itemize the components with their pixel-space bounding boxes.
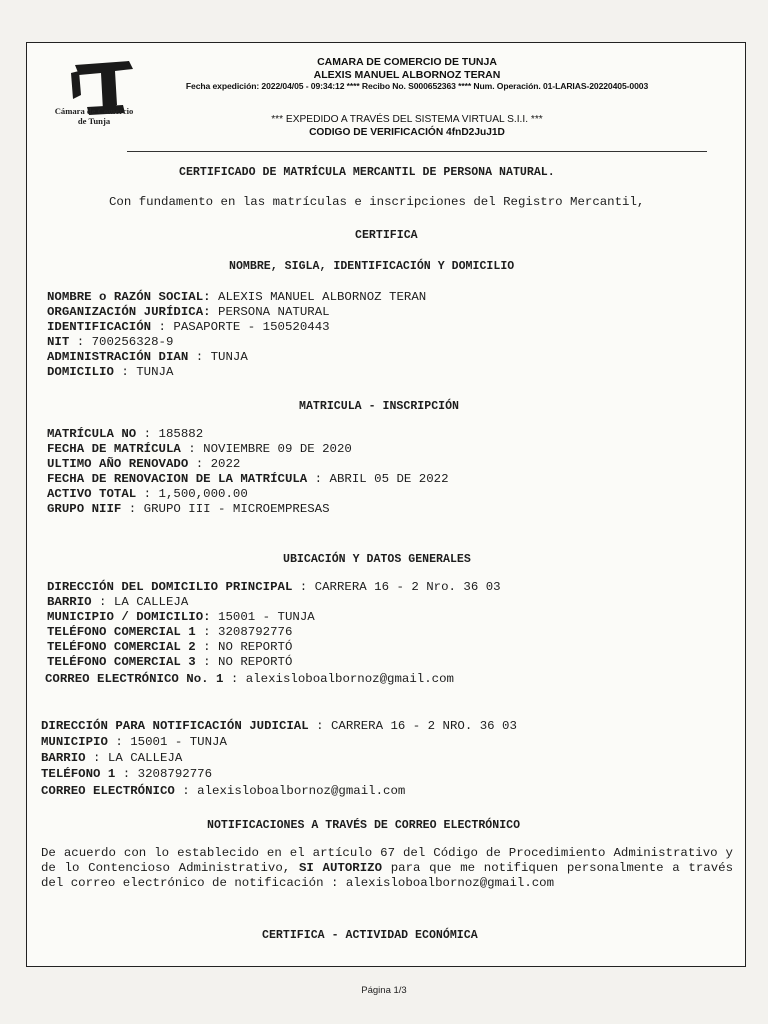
- notificacion-row: [41, 784, 405, 798]
- identity-row: [47, 290, 426, 304]
- certifica-heading: CERTIFICA: [355, 229, 418, 242]
- field-label: ADMINISTRACIÓN DIAN: [47, 350, 189, 364]
- field-label: FECHA DE MATRÍCULA: [47, 442, 181, 456]
- identity-row: [47, 320, 330, 334]
- field-label: DIRECCIÓN DEL DOMICILIO PRINCIPAL: [47, 580, 293, 594]
- field-value: : LA CALLEJA: [85, 751, 183, 765]
- field-label: FECHA DE RENOVACION DE LA MATRÍCULA: [47, 472, 308, 486]
- field-value: : 700256328-9: [69, 335, 174, 349]
- ubicacion-row: [47, 580, 501, 594]
- field-value: : TUNJA: [188, 350, 248, 364]
- matricula-row: [47, 472, 449, 486]
- page-number: Página 1/3: [361, 985, 407, 996]
- field-value: : alexisloboalbornoz@gmail.com: [223, 672, 454, 686]
- field-label: BARRIO: [41, 751, 86, 765]
- field-value: : 185882: [136, 427, 204, 441]
- notificacion-row: [41, 751, 182, 765]
- section-notificaciones-heading: NOTIFICACIONES A TRAVÉS DE CORREO ELECTRÓNICO: [207, 819, 521, 832]
- section-matricula-heading: MATRICULA - INSCRIPCIÓN: [299, 400, 460, 413]
- matricula-row: [47, 502, 330, 516]
- notificacion-row: [41, 767, 212, 781]
- field-value: : NO REPORTÓ: [195, 655, 293, 669]
- field-label: ACTIVO TOTAL: [47, 487, 137, 501]
- field-value: : 2022: [188, 457, 241, 471]
- field-value: : GRUPO III - MICROEMPRESAS: [121, 502, 330, 516]
- field-value: : 3208792776: [195, 625, 293, 639]
- field-value: : alexisloboalbornoz@gmail.com: [174, 784, 406, 798]
- field-value: : CARRERA 16 - 2 NRO. 36 03: [308, 719, 517, 733]
- field-value: : 3208792776: [115, 767, 213, 781]
- header-divider: [127, 151, 707, 152]
- system-line: *** EXPEDIDO A TRAVÉS DEL SISTEMA VIRTUAL S.I.I. ***: [271, 114, 543, 125]
- matricula-row: [47, 487, 248, 501]
- identity-row: [47, 365, 173, 379]
- identity-row: [47, 335, 173, 349]
- matricula-row: [47, 457, 240, 471]
- field-value: : LA CALLEJA: [91, 595, 189, 609]
- section-ubicacion-heading: UBICACIÓN Y DATOS GENERALES: [283, 553, 471, 566]
- field-label: TELÉFONO 1: [41, 767, 116, 781]
- notificacion-row: [41, 735, 227, 749]
- field-label: TELÉFONO COMERCIAL 1: [47, 625, 196, 639]
- matricula-row: [47, 442, 352, 456]
- field-label: TELÉFONO COMERCIAL 3: [47, 655, 196, 669]
- ubicacion-row: [47, 625, 292, 639]
- identity-row: [47, 305, 330, 319]
- logo-caption-line-2: de Tunja: [77, 116, 111, 126]
- field-value: : TUNJA: [113, 365, 174, 379]
- intro-text: Con fundamento en las matrículas e inscripciones del Registro Mercantil,: [109, 195, 645, 209]
- field-value: : CARRERA 16 - 2 Nro. 36 03: [292, 580, 501, 594]
- field-value: : 1,500,000.00: [136, 487, 248, 501]
- field-label: DIRECCIÓN PARA NOTIFICACIÓN JUDICIAL: [41, 719, 309, 733]
- paragraph-text: De acuerdo con lo establecido en el artículo 67 del Código de Procedimiento Administrativo y de lo Contencioso Administrativo,: [41, 846, 733, 875]
- field-label: GRUPO NIIF: [47, 502, 122, 516]
- verification-code: CODIGO DE VERIFICACIÓN 4fnD2JuJ1D: [309, 127, 505, 138]
- ubicacion-row: [47, 655, 292, 669]
- field-value: 15001 - TUNJA: [210, 610, 315, 624]
- matricula-row: [47, 427, 203, 441]
- ubicacion-row: [47, 640, 292, 654]
- field-label: ORGANIZACIÓN JURÍDICA:: [47, 305, 211, 319]
- section-identity-heading: NOMBRE, SIGLA, IDENTIFICACIÓN Y DOMICILIO: [229, 260, 515, 273]
- field-value: : NOVIEMBRE 09 DE 2020: [180, 442, 352, 456]
- field-label: MUNICIPIO / DOMICILIO:: [47, 610, 211, 624]
- certificate-title: CERTIFICADO DE MATRÍCULA MERCANTIL DE PERSONA NATURAL.: [179, 166, 555, 179]
- field-label: DOMICILIO: [47, 365, 114, 379]
- field-label: ULTIMO AÑO RENOVADO: [47, 457, 189, 471]
- field-label: BARRIO: [47, 595, 92, 609]
- field-label: NOMBRE o RAZÓN SOCIAL:: [47, 290, 211, 304]
- logo-caption-line-1: Cámara de Comercio: [54, 106, 134, 116]
- field-value: : PASAPORTE - 150520443: [151, 320, 330, 334]
- field-label: CORREO ELECTRÓNICO: [41, 784, 175, 798]
- field-value: PERSONA NATURAL: [210, 305, 330, 319]
- field-label: CORREO ELECTRÓNICO No. 1: [45, 672, 224, 686]
- field-label: MATRÍCULA NO: [47, 427, 137, 441]
- ubicacion-row: [47, 595, 188, 609]
- field-value: : NO REPORTÓ: [195, 640, 293, 654]
- ubicacion-row: [47, 610, 315, 624]
- ubicacion-row: [45, 672, 454, 686]
- field-value: ALEXIS MANUEL ALBORNOZ TERAN: [210, 290, 427, 304]
- notificacion-row: [41, 719, 517, 733]
- field-label: MUNICIPIO: [41, 735, 108, 749]
- field-label: NIT: [47, 335, 70, 349]
- field-label: IDENTIFICACIÓN: [47, 320, 152, 334]
- identity-row: [47, 350, 248, 364]
- paragraph-text: para que me notifiquen personalmente a través del correo electrónico de notificación : alexisloboalbornoz@gmail.com: [41, 861, 734, 890]
- document-page: [26, 42, 746, 967]
- org-title: CAMARA DE COMERCIO DE TUNJA: [317, 56, 497, 68]
- person-name-header: ALEXIS MANUEL ALBORNOZ TERAN: [313, 69, 501, 81]
- field-value: : 15001 - TUNJA: [107, 735, 227, 749]
- field-value: : ABRIL 05 DE 2022: [307, 472, 449, 486]
- notificacion-paragraph: [41, 846, 733, 891]
- section-actividad-heading: CERTIFICA - ACTIVIDAD ECONÓMICA: [262, 929, 478, 942]
- issue-line: Fecha expedición: 2022/04/05 - 09:34:12 **** Recibo No. S000652363 **** Num. Operación. 01-LARIAS-20220405-0003: [185, 81, 649, 91]
- field-label: TELÉFONO COMERCIAL 2: [47, 640, 196, 654]
- paragraph-emphasis: SI AUTORIZO: [298, 861, 383, 875]
